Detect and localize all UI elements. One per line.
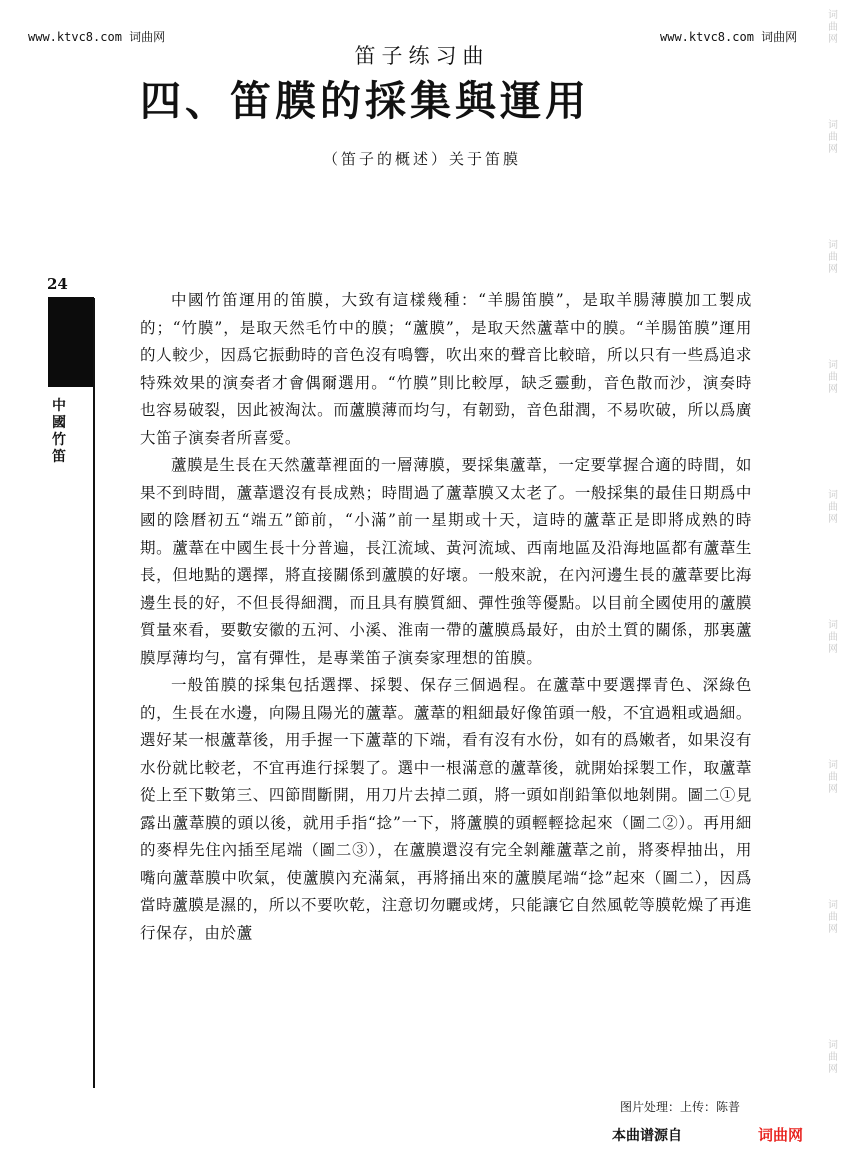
watermark-char: 网: [828, 264, 838, 275]
site-url-left[interactable]: www.ktvc8.com 词曲网: [28, 30, 166, 44]
paragraph: 蘆膜是生長在天然蘆葦裡面的一層薄膜，要採集蘆葦，一定要掌握合適的時間，如果不到時間，蘆葦還沒有長成熟；時間過了蘆葦膜又太老了。一般採集的最佳日期爲中國的陰曆初五“端五”節前，“小滿”前一星期或十天，這時的蘆葦正是即將成熟的時期。蘆葦在中國生長十分普遍，長江流域、黃河流域、西南地區及沿海地區都有蘆葦生長，但地點的選擇，將直接關係到蘆膜的好壞。一般來說，在內河邊生長的蘆葦要比海邊生長的好，不但長得細潤，而且具有膜質細、彈性強等優點。以目前全國使用的蘆膜質量來看，要數安徽的五河、小溪、淮南一帶的蘆膜爲最好，由於土質的關係，那裏蘆膜厚薄均勻，富有彈性，是專業笛子演奏家理想的笛膜。: [140, 456, 752, 667]
paragraph: 一般笛膜的採集包括選擇、採製、保存三個過程。在蘆葦中要選擇青色、深綠色的，生長在水邊，向陽且陽光的蘆葦。蘆葦的粗細最好像笛頭一般，不宜過粗或過細。選好某一根蘆葦後，用手握一下蘆葦的下端，看有沒有水份，如有的爲嫩者，如果沒有水份就比較老，不宜再進行採製了。選中一根滿意的蘆葦後，就開始採製工作，取蘆葦從上至下數第三、四節間斷開，用刀片去掉二頭，將一頭如削鉛筆似地剝開。圖二①見露出蘆葦膜的頭以後，就用手指“捻”一下，將蘆膜的頭輕輕捻起來（圖二②）。再用細的麥桿先住內插至尾端（圖二③），在蘆膜還沒有完全剝離蘆葦之前，將麥桿抽出，用嘴向蘆葦膜中吹氣，使蘆膜內充滿氣，再將捅出來的蘆膜尾端“捻”起來（圖二），因爲當時蘆膜是濕的，所以不要吹乾，注意切勿曬或烤，只能讓它自然風乾等膜乾燥了再進行保存，由於蘆: [140, 676, 752, 942]
watermark-char: 词: [828, 490, 838, 501]
watermark-char: 曲: [828, 502, 838, 513]
article-body: [140, 287, 752, 947]
watermark-char: 曲: [828, 772, 838, 783]
site-logo[interactable]: 词曲网: [758, 1126, 804, 1144]
watermark-char: 网: [828, 644, 838, 655]
source-label: 本曲谱源自: [612, 1128, 682, 1144]
watermark-char: 曲: [828, 912, 838, 923]
watermark-char: 曲: [828, 132, 838, 143]
paragraph: 中國竹笛運用的笛膜，大致有這樣幾種：“羊腸笛膜”，是取羊腸薄膜加工製成的；“竹膜”，是取天然毛竹中的膜；“蘆膜”，是取天然蘆葦中的膜。“羊腸笛膜”運用的人較少，因爲它振動時的音色沒有鳴響，吹出來的聲音比較暗，所以只有一些爲追求特殊效果的演奏者才會偶爾選用。“竹膜”則比較厚，缺乏靈動，音色散而沙，演奏時也容易破裂，因此被淘汰。而蘆膜薄而均勻，有韌勁，音色甜潤，不易吹破，所以爲廣大笛子演奏者所喜愛。: [140, 291, 752, 447]
page-title: 四、笛膜的採集與運用: [140, 77, 590, 125]
watermark-char: 词: [828, 1040, 838, 1051]
watermark-char: 词: [828, 620, 838, 631]
image-credit: 图片处理：上传：陈普: [620, 1100, 741, 1114]
watermark-char: 词: [828, 120, 838, 131]
watermark-char: 网: [828, 1064, 838, 1075]
watermark-char: 曲: [828, 632, 838, 643]
sidebar-black-block: [48, 297, 94, 387]
page-subtitle: 笛子练习曲: [354, 44, 490, 68]
sidebar-rule: [93, 298, 95, 1088]
watermark-char: 网: [828, 924, 838, 935]
watermark-column: [826, 0, 842, 1173]
watermark-char: 曲: [828, 372, 838, 383]
watermark-char: 曲: [828, 22, 838, 33]
watermark-char: 词: [828, 760, 838, 771]
page-number: 24: [47, 275, 68, 293]
watermark-char: 词: [828, 900, 838, 911]
watermark-char: 词: [828, 360, 838, 371]
watermark-char: 网: [828, 34, 838, 45]
site-url-right[interactable]: www.ktvc8.com 词曲网: [660, 30, 798, 44]
sidebar-label: 中國竹笛: [52, 398, 66, 465]
watermark-char: 网: [828, 514, 838, 525]
section-heading: （笛子的概述）关于笛膜: [322, 150, 521, 168]
watermark-char: 词: [828, 10, 838, 21]
watermark-char: 曲: [828, 252, 838, 263]
watermark-char: 曲: [828, 1052, 838, 1063]
watermark-char: 网: [828, 384, 838, 395]
watermark-char: 网: [828, 144, 838, 155]
watermark-char: 网: [828, 784, 838, 795]
watermark-char: 词: [828, 240, 838, 251]
